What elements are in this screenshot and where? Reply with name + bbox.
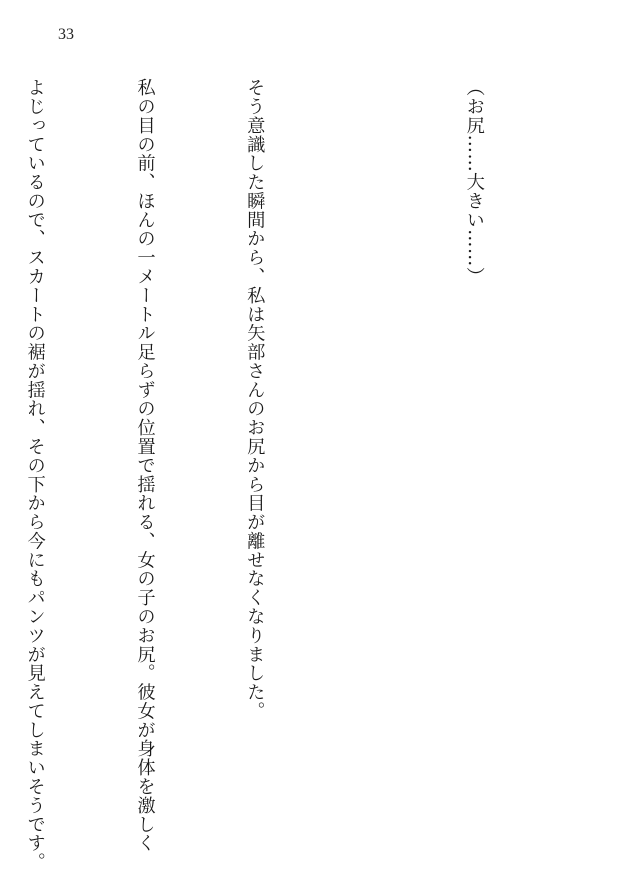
page-body-text — [0, 78, 565, 872]
page-number: 33 — [58, 26, 74, 43]
blank-line — [345, 78, 382, 858]
text-line: そう意識した瞬間から、私は矢部さんのお尻から目が離せなくなりました。 — [244, 78, 266, 721]
text-line: よじっているので、スカートの裾が揺れ、その下から今にもパンツが見えてしまいそうです。 — [24, 78, 46, 872]
text-line: 私の目の前、ほんの一メートル足らずの位置で揺れる、女の子のお尻。彼女が身体を激しく — [134, 78, 156, 853]
text-line: （お尻……大きい……） — [463, 78, 485, 286]
